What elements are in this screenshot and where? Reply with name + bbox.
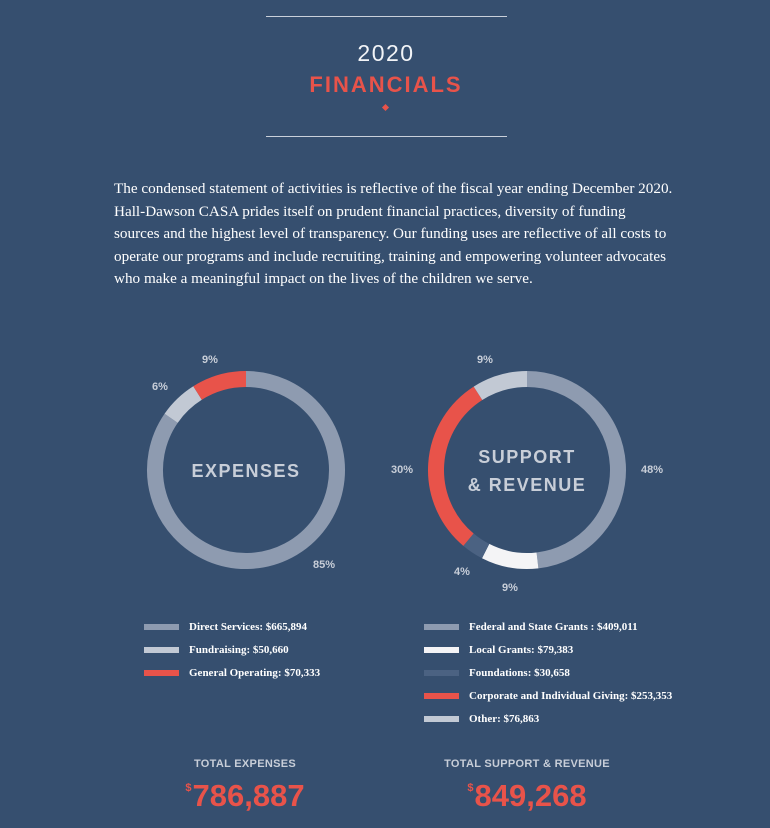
legend-label: Federal and State Grants : $409,011 — [469, 621, 638, 633]
percent-label: 9% — [477, 354, 493, 366]
donut-slice-foundations — [468, 540, 485, 551]
total-support-amount: 849,268 — [474, 778, 587, 813]
donut-slice-other — [478, 379, 527, 393]
donut-slice-general-operating — [198, 379, 246, 393]
total-expenses-amount: 786,887 — [192, 778, 305, 813]
currency-symbol: $ — [185, 782, 192, 794]
legend-label: Corporate and Individual Giving: $253,353 — [469, 690, 673, 702]
intro-paragraph: The condensed statement of activities is reflective of the fiscal year ending December 2020. Hall-Dawson CASA prides itself on prudent financial practices, diversity of funding sources and the highest level of transparency. Our funding uses are reflective of all costs to operate our programs and include recruiting, training and empowering volunteer advocates who make a meaningful impact on the lives of the children we serve. — [114, 180, 673, 288]
legend-label: General Operating: $70,333 — [189, 667, 321, 679]
report-year: 2020 — [357, 40, 415, 66]
percent-label: 30% — [390, 464, 414, 476]
donut-center-title: SUPPORT — [478, 447, 576, 467]
percent-label: 48% — [640, 464, 664, 476]
legend-swatch — [424, 647, 459, 653]
legend-label: Local Grants: $79,383 — [469, 644, 574, 656]
legend-swatch — [424, 624, 459, 630]
report-title: FINANCIALS — [309, 72, 463, 97]
percent-label: 85% — [312, 559, 336, 571]
percent-label: 4% — [454, 566, 470, 578]
percent-label: 9% — [202, 354, 218, 366]
legend-swatch — [144, 647, 179, 653]
legend-swatch — [424, 670, 459, 676]
donut-slice-corporate-and-individual-giving — [436, 393, 478, 539]
donut-slice-local-grants — [486, 551, 538, 561]
donut-slice-federal-and-state-grants — [527, 379, 618, 560]
total-expenses-label: TOTAL EXPENSES — [193, 758, 296, 770]
legend-swatch — [424, 716, 459, 722]
donut-center-title: EXPENSES — [191, 461, 301, 481]
percent-label: 6% — [152, 381, 168, 393]
legend-label: Direct Services: $665,894 — [189, 621, 308, 633]
total-expenses-value — [145, 778, 345, 814]
legend-label: Other: $76,863 — [469, 713, 540, 725]
support-revenue-donut — [391, 354, 663, 594]
legend-swatch — [144, 670, 179, 676]
donut-slice-fundraising — [171, 393, 197, 418]
legend-label: Fundraising: $50,660 — [189, 644, 289, 656]
currency-symbol: $ — [467, 782, 474, 794]
total-support-value — [427, 778, 627, 814]
legend-swatch — [424, 693, 459, 699]
legend-label: Foundations: $30,658 — [469, 667, 570, 679]
percent-label: 9% — [502, 582, 518, 594]
legend-swatch — [144, 624, 179, 630]
expenses-donut — [152, 354, 337, 571]
donut-center-title: & REVENUE — [467, 475, 587, 495]
total-support-label: TOTAL SUPPORT & REVENUE — [444, 758, 610, 770]
